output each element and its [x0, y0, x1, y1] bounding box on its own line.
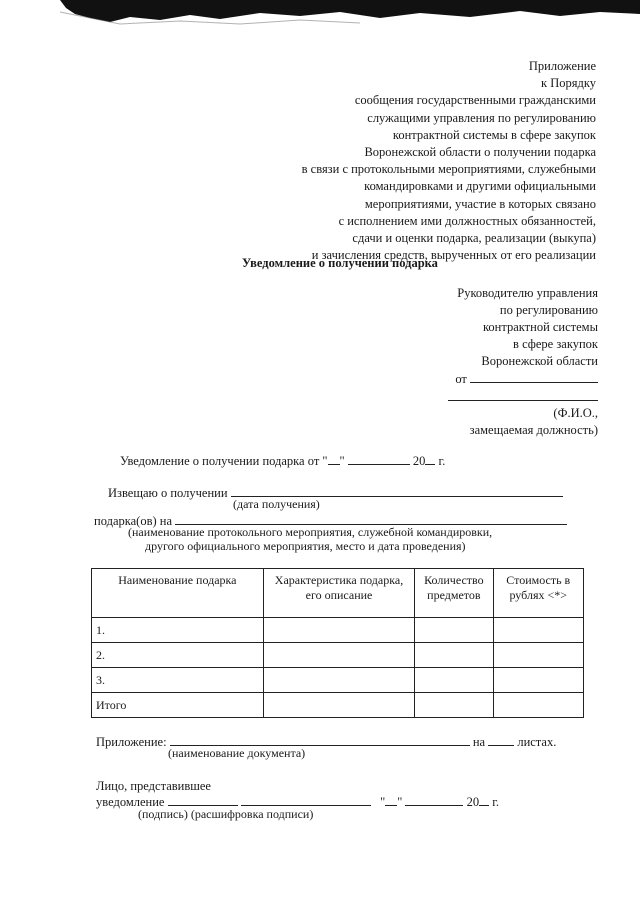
- appendix-line: сдачи и оценки подарка, реализации (выкупа): [352, 231, 596, 246]
- signer-hint: (подпись) (расшифровка подписи): [138, 807, 314, 821]
- appendix-line: служащими управления по регулированию: [367, 110, 596, 125]
- event-field[interactable]: [175, 512, 567, 525]
- table-header-row: [92, 569, 584, 618]
- fio-label: (Ф.И.О.,: [553, 406, 598, 420]
- notice-year-prefix: 20: [412, 454, 426, 468]
- table-row: [92, 668, 584, 693]
- addressee-line: Воронежской области: [481, 354, 598, 368]
- blank-field[interactable]: [448, 388, 598, 401]
- received-date-field[interactable]: [231, 484, 563, 497]
- appendix-line: мероприятиями, участие в которых связано: [364, 196, 596, 211]
- notice-day-field[interactable]: [328, 452, 340, 465]
- blank-line: [448, 388, 598, 405]
- received-line: [108, 484, 563, 501]
- from-line: [448, 370, 598, 388]
- addressee-block: [448, 285, 598, 439]
- attachment-sheets: листах.: [517, 735, 557, 749]
- addressee-line: Руководителю управления: [457, 286, 598, 300]
- header-description: Характеристика подарка, его описание: [263, 569, 414, 618]
- table-cell[interactable]: [493, 618, 584, 643]
- position-label: замещаемая должность): [469, 423, 598, 437]
- table-cell[interactable]: [493, 643, 584, 668]
- notice-month-field[interactable]: [348, 452, 410, 465]
- signer-year-field[interactable]: [479, 793, 489, 806]
- attachment-on: на: [472, 735, 486, 749]
- appendix-line: с исполнением ими должностных обязанностей,: [338, 213, 596, 228]
- table-cell[interactable]: [493, 668, 584, 693]
- sheets-count-field[interactable]: [488, 733, 514, 746]
- appendix-line: командировками и другими официальными: [364, 179, 596, 194]
- row-label: 2.: [92, 643, 264, 668]
- attachment-field[interactable]: [170, 733, 470, 746]
- appendix-line: к Порядку: [541, 76, 596, 91]
- table-row: [92, 693, 584, 718]
- received-label: Извещаю о получении: [108, 486, 228, 500]
- table-cell[interactable]: [415, 643, 493, 668]
- event-hint-line2: другого официального мероприятия, место и дата проведения): [145, 539, 466, 553]
- notice-year-suffix: г.: [438, 454, 446, 468]
- table-cell[interactable]: [415, 668, 493, 693]
- signer-year-suffix: г.: [492, 795, 500, 809]
- appendix-line: сообщения государственными гражданскими: [354, 93, 596, 108]
- appendix-line: и зачисления средств, вырученных от его реализации: [311, 248, 596, 263]
- signer-year-prefix: 20: [466, 795, 480, 809]
- addressee-line: по регулированию: [499, 303, 598, 317]
- signature-decode-field[interactable]: [241, 793, 371, 806]
- table-row: [92, 618, 584, 643]
- table-cell[interactable]: [415, 618, 493, 643]
- signer-line2: уведомление " " 20 г.: [96, 795, 500, 809]
- header-gift-name: Наименование подарка: [92, 569, 264, 618]
- attachment-label: Приложение:: [96, 735, 167, 749]
- notice-prefix: Уведомление о получении подарка от ": [120, 454, 328, 468]
- notice-year-field[interactable]: [425, 452, 435, 465]
- signer-line1: Лицо, представившее: [96, 779, 211, 793]
- table-cell[interactable]: [263, 693, 414, 718]
- from-label: от: [455, 372, 467, 386]
- appendix-header: [302, 58, 596, 264]
- table-row: [92, 643, 584, 668]
- header-cost: Стоимость в рублях <*>: [493, 569, 584, 618]
- table-cell[interactable]: [415, 693, 493, 718]
- row-label: 3.: [92, 668, 264, 693]
- document-title: Уведомление о получении подарка: [242, 256, 438, 270]
- row-label: 1.: [92, 618, 264, 643]
- signature-field[interactable]: [168, 793, 238, 806]
- from-field[interactable]: [470, 370, 598, 383]
- attachment-hint: (наименование документа): [168, 746, 306, 760]
- appendix-line: контрактной системы в сфере закупок: [392, 127, 596, 142]
- appendix-line: Воронежской области о получении подарка: [364, 145, 596, 160]
- appendix-line: в связи с протокольными мероприятиями, служебными: [301, 162, 596, 177]
- notice-line: [120, 452, 445, 469]
- event-hint-line1: (наименование протокольного мероприятия, служебной командировки,: [128, 525, 493, 539]
- appendix-line: Приложение: [528, 59, 596, 73]
- table-cell[interactable]: [263, 618, 414, 643]
- table-cell[interactable]: [263, 668, 414, 693]
- addressee-line: контрактной системы: [482, 320, 598, 334]
- notice-quote: ": [339, 454, 345, 468]
- row-label: Итого: [92, 693, 264, 718]
- gifts-table: [91, 568, 584, 718]
- signer-day-field[interactable]: [385, 793, 397, 806]
- gifts-on-label: подарка(ов) на: [94, 514, 173, 528]
- header-quantity: Количество предметов: [415, 569, 493, 618]
- table-cell[interactable]: [493, 693, 584, 718]
- received-hint: (дата получения): [233, 497, 320, 511]
- attachment-line: [96, 733, 556, 750]
- signer-month-field[interactable]: [405, 793, 463, 806]
- table-cell[interactable]: [263, 643, 414, 668]
- scan-top-edge: [0, 0, 640, 28]
- addressee-line: в сфере закупок: [513, 337, 598, 351]
- signer-label: уведомление: [96, 795, 165, 809]
